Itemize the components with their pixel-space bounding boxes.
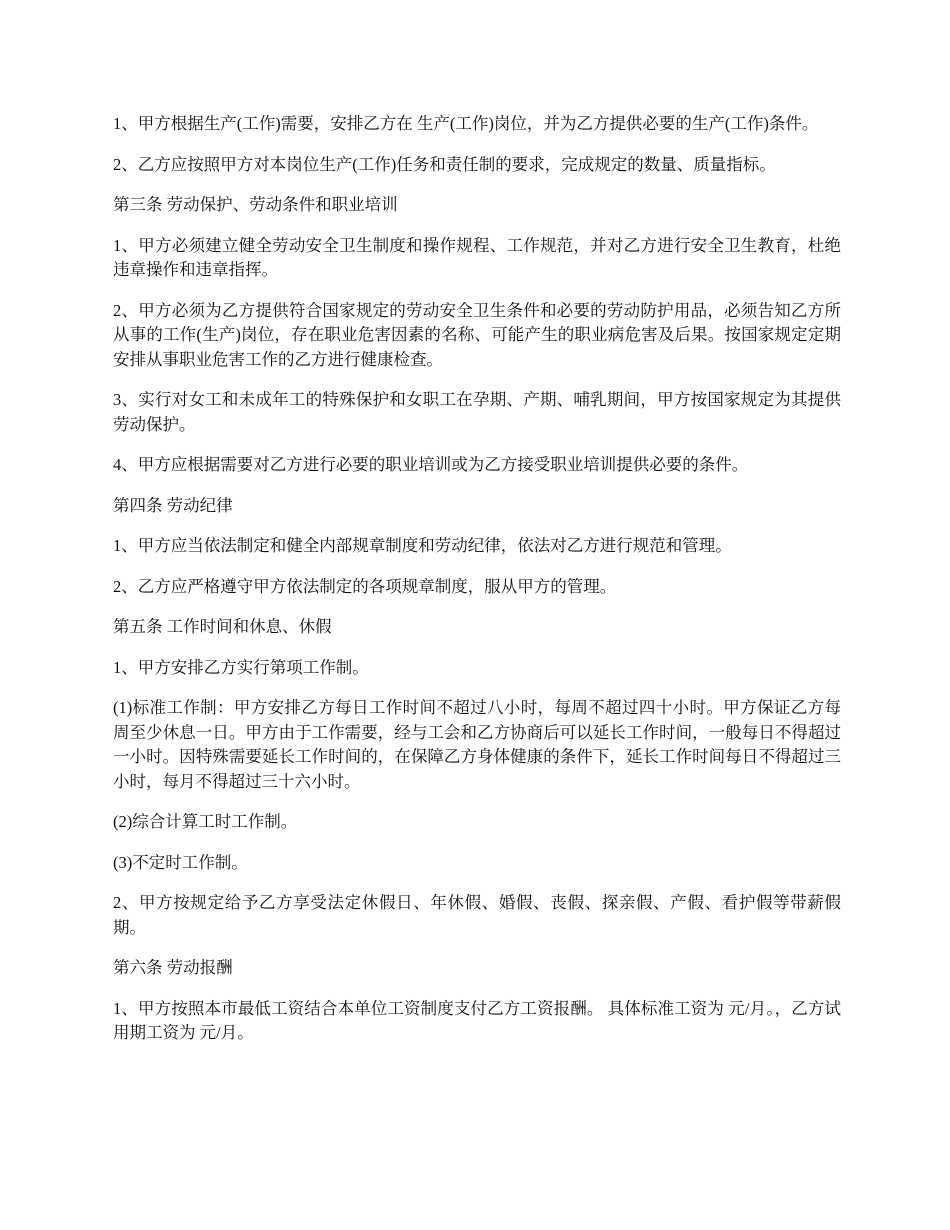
paragraph-article2-item2: 2、乙方应按照甲方对本岗位生产(工作)任务和责任制的要求，完成规定的数量、质量指标。 [113, 154, 776, 174]
document-page [113, 112, 841, 1062]
paragraph-article5-subitem1: (1)标准工作制：甲方安排乙方每日工作时间不超过八小时，每周不超过四十小时。甲方保证乙方每周至少休息一日。甲方由于工作需要，经与工会和乙方协商后可以延长工作时间，一般每日不得超过一小时。因特殊需要延长工作时间的，在保障乙方身体健康的条件下，延长工作时间每日不得超过三小时，每月不得超过三十六小时。 [113, 698, 841, 791]
paragraph-article2-item1: 1、甲方根据生产(工作)需要，安排乙方在 生产(工作)岗位，并为乙方提供必要的生产(工作)条件。 [113, 114, 819, 133]
heading-article4: 第四条 劳动纪律 [113, 495, 233, 515]
paragraph-article3-item2: 2、甲方必须为乙方提供符合国家规定的劳动安全卫生条件和必要的劳动防护用品，必须告知乙方所从事的工作(生产)岗位，存在职业危害因素的名称、可能产生的职业病危害及后果。按国家规定定期安排从事职业危害工作的乙方进行健康检查。 [113, 300, 841, 369]
paragraph-article5-subitem3: (3)不定时工作制。 [113, 852, 248, 872]
paragraph-article3-item4: 4、甲方应根据需要对乙方进行必要的职业培训或为乙方接受职业培训提供必要的条件。 [113, 455, 749, 474]
heading-article5: 第五条 工作时间和休息、休假 [113, 617, 332, 636]
paragraph-article3-item3: 3、实行对女工和未成年工的特殊保护和女职工在孕期、产期、哺乳期间，甲方按国家规定为其提供劳动保护。 [113, 390, 841, 434]
heading-article3: 第三条 劳动保护、劳动条件和职业培训 [113, 195, 398, 214]
paragraph-article5-subitem2: (2)综合计算工时工作制。 [113, 812, 298, 831]
heading-article6: 第六条 劳动报酬 [113, 958, 233, 977]
paragraph-article4-item2: 2、乙方应严格遵守甲方依法制定的各项规章制度，服从甲方的管理。 [113, 576, 617, 596]
paragraph-article5-item2: 2、甲方按规定给予乙方享受法定休假日、年休假、婚假、丧假、探亲假、产假、看护假等带薪假期。 [113, 893, 841, 937]
paragraph-article3-item1: 1、甲方必须建立健全劳动安全卫生制度和操作规程、工作规范，并对乙方进行安全卫生教育，杜绝违章操作和违章指挥。 [113, 235, 841, 279]
paragraph-article5-item1: 1、甲方安排乙方实行第项工作制。 [113, 657, 369, 677]
paragraph-article4-item1: 1、甲方应当依法制定和健全内部规章制度和劳动纪律，依法对乙方进行规范和管理。 [113, 536, 732, 555]
paragraph-article6-item1: 1、甲方按照本市最低工资结合本单位工资制度支付乙方工资报酬。 具体标准工资为 元/月。，乙方试用期工资为 元/月。 [113, 998, 841, 1042]
